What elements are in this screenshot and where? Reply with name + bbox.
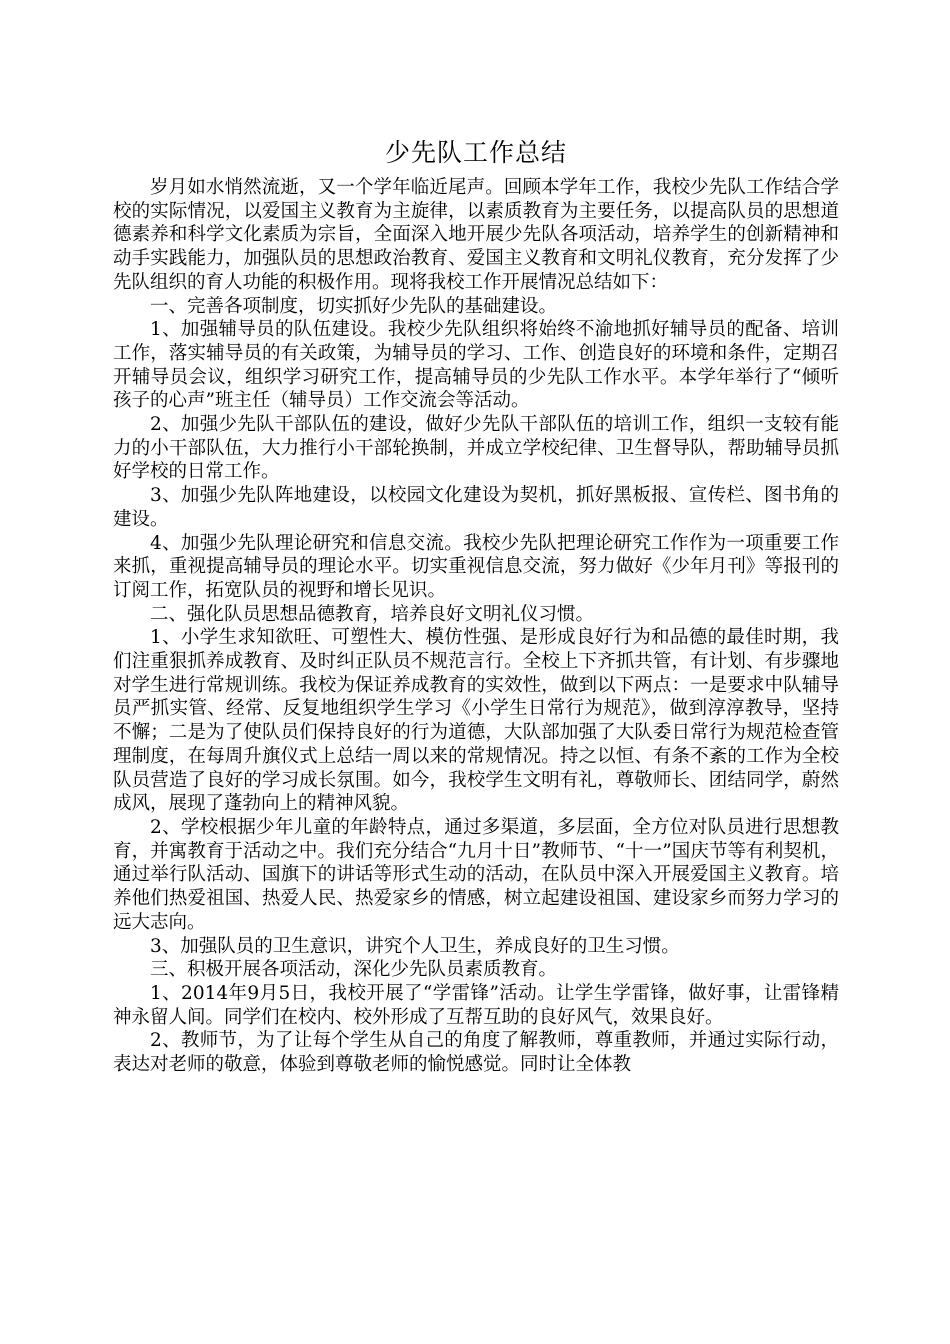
paragraph-2-1: 1、小学生求知欲旺、可塑性大、模仿性强、是形成良好行为和品德的最佳时期，我们注重狠抓养成教育、及时纠正队员不规范言行。全校上下齐抓共管，有计划、有步骤地对学生进行常规训练。我校为保证养成教育的实效性，做到以下两点：一是要求中队辅导员严抓实管、经常、反复地组织学生学习《小学生日常行为规范》，做到淳淳教导，坚持不懈；二是为了使队员们保持良好的行为道德，大队部加强了大队委日常行为规范检查管理制度，在每周升旗仪式上总结一周以来的常规情况。持之以恒、有条不紊的工作为全校队员营造了良好的学习成长氛围。如今，我校学生文明有礼，尊敬师长、团结同学，蔚然成风，展现了蓬勃向上的精神风貌。 [113,627,839,815]
paragraph-3-1: 1、2014年9月5日，我校开展了“学雷锋”活动。让学生学雷锋，做好事，让雷锋精神永留人间。同学们在校内、校外形成了互帮互助的良好风气，效果良好。 [113,982,839,1028]
paragraph-2-2: 2、学校根据少年儿童的年龄特点，通过多渠道，多层面，全方位对队员进行思想教育，并寓教育于活动之中。我们充分结合“九月十日”教师节、“十一”国庆节等有利契机，通过举行队活动、国旗下的讲话等形式生动的活动，在队员中深入开展爱国主义教育。培养他们热爱祖国、热爱人民、热爱家乡的情感，树立起建设祖国、建设家乡而努力学习的远大志向。 [113,816,839,933]
section-heading-2: 二、强化队员思想品德教育，培养良好文明礼仪习惯。 [150,603,595,625]
paragraph-2-3: 3、加强队员的卫生意识，讲究个人卫生，养成良好的卫生习惯。 [150,935,680,957]
paragraph-1-3: 3、加强少先队阵地建设，以校园文化建设为契机，抓好黑板报、宣传栏、图书角的建设。 [113,485,839,530]
section-heading-3: 三、积极开展各项活动，深化少先队员素质教育。 [150,959,558,981]
paragraph-1-4: 4、加强少先队理论研究和信息交流。我校少先队把理论研究工作作为一项重要工作来抓，重视提高辅导员的理论水平。切实重视信息交流，努力做好《少年月刊》等报刊的订阅工作，拓宽队员的视野和增长见识。 [113,532,839,601]
section-heading-1: 一、完善各项制度，切实抓好少先队的基础建设。 [150,295,558,317]
paragraph-3-2: 2、教师节，为了让每个学生从自己的角度了解教师，尊重教师，并通过实际行动，表达对老师的敬意，体验到尊敬老师的愉悦感觉。同时让全体教 [113,1030,839,1076]
paragraph-1-1: 1、加强辅导员的队伍建设。我校少先队组织将始终不渝地抓好辅导员的配备、培训工作，落实辅导员的有关政策，为辅导员的学习、工作、创造良好的环境和条件，定期召开辅导员会议，组织学习研究工作，提高辅导员的少先队工作水平。本学年举行了“倾听孩子的心声”班主任（辅导员）工作交流会等活动。 [113,319,839,412]
document-page [113,136,839,1077]
document-title: 少先队工作总结 [384,138,567,167]
paragraph-1-2: 2、加强少先队干部队伍的建设，做好少先队干部队伍的培训工作，组织一支较有能力的小干部队伍，大力推行小干部轮换制，并成立学校纪律、卫生督导队，帮助辅导员抓好学校的日常工作。 [113,414,839,483]
intro-paragraph: 岁月如水悄然流逝，又一个学年临近尾声。回顾本学年工作，我校少先队工作结合学校的实际情况，以爱国主义教育为主旋律，以素质教育为主要任务，以提高队员的思想道德素养和科学文化素质为宗旨，全面深入地开展少先队各项活动，培养学生的创新精神和动手实践能力，加强队员的思想政治教育、爱国主义教育和文明礼仪教育，充分发挥了少先队组织的育人功能的积极作用。现将我校工作开展情况总结如下： [113,177,839,293]
